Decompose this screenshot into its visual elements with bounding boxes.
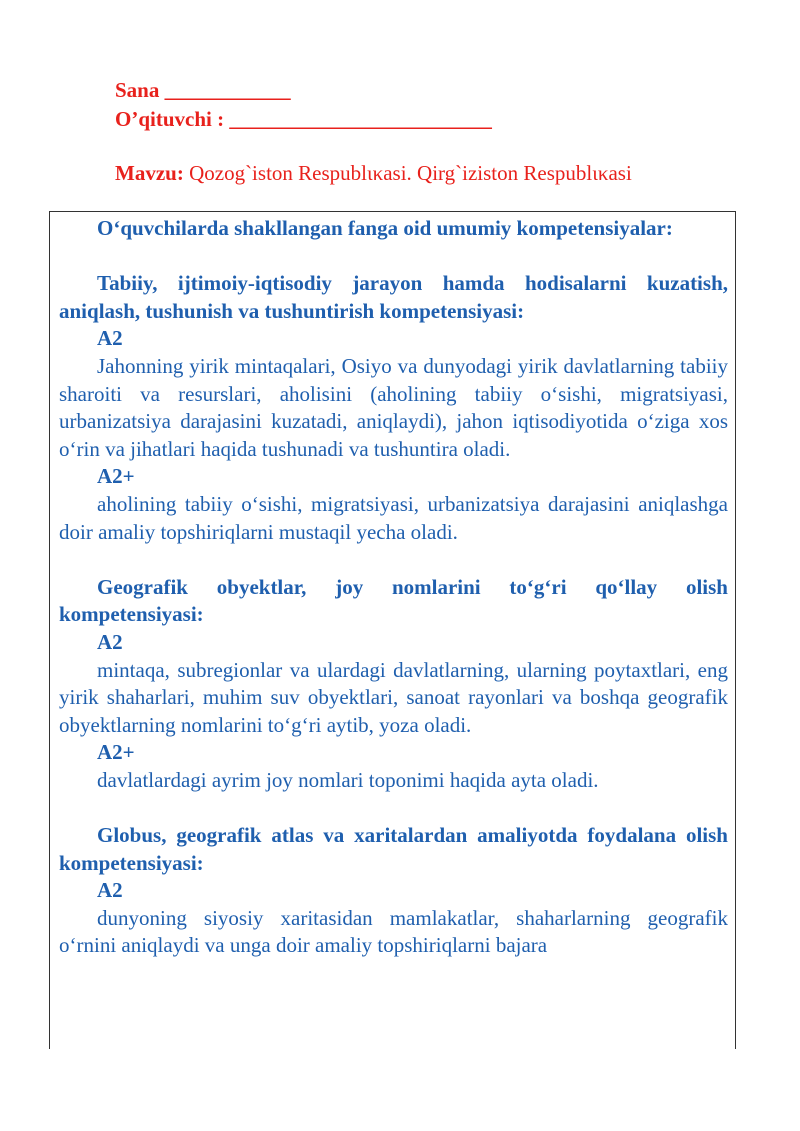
date-label: Sana [115,78,160,102]
level-text: dunyoning siyosiy xaritasidan mamlakatlar, shaharlarning geografik o‘rnini aniqlaydi va unga doir amaliy topshiriqlarni bajara [59,905,728,958]
spacer [59,794,728,822]
level-text: Jahonning yirik mintaqalari, Osiyo va dunyodagi yirik davlatlarning tabiiy sharoiti va resurslari, aholisini (aholining tabiiy o‘sishi, migratsiyasi, urbanizatsiya darajasini kuzatadi, aniqlaydi), jahon iqtisodiyotida o‘ziga xos o‘rin va jihatlari haqida tushunadi va tushuntira oladi. [59,353,728,461]
competencies-heading: O‘quvchilarda shakllangan fanga oid umumiy kompetensiyalar: [97,216,673,240]
competencies-box [49,211,736,1049]
teacher-label: O’qituvchi : [115,107,225,131]
level-text: mintaqa, subregionlar va ulardagi davlatlarning, ularning poytaxtlari, eng yirik shaharlari, muhim suv obyektlari, sanoat rayonlari va boshqa geografik obyektlarning nomlarini to‘g‘ri aytib, yoza oladi. [59,657,728,737]
competencies-content [59,215,728,960]
level-label: A2 [97,326,123,351]
topic-label: Mavzu: [115,161,184,185]
level-label: A2 [97,629,123,654]
date-line [115,76,492,105]
section-title: Geografik obyektlar, joy nomlarini to‘g‘ri qo‘llay olish kompetensiyasi: [59,574,728,627]
lesson-header [115,76,492,134]
spacer [59,243,728,271]
level-text: aholining tabiiy o‘sishi, migratsiyasi, urbanizatsiya darajasini aniqlashga doir amaliy topshiriqlarni mustaqil yecha oladi. [59,491,728,544]
teacher-line [115,105,492,134]
level-text: davlatlardagi ayrim joy nomlari toponimi haqida ayta oladi. [97,767,599,792]
teacher-blank: _________________________ [229,107,492,131]
section-title: Globus, geografik atlas va xaritalardan amaliyotda foydalana olish kompetensiyasi: [59,823,728,875]
spacer [59,546,728,574]
level-label: A2+ [97,740,135,765]
topic-line [115,159,632,188]
level-label: A2+ [97,464,135,489]
date-blank: ____________ [164,78,291,102]
section-title: Tabiiy, ijtimoiy-iqtisodiy jarayon hamda hodisalarni kuzatish, aniqlash, tushunish va tushuntirish kompetensiyasi: [59,271,728,323]
topic-text: Qozog`iston Respublικasi. Qirg`iziston Respublικasi [189,161,632,185]
level-label: A2 [97,878,123,903]
